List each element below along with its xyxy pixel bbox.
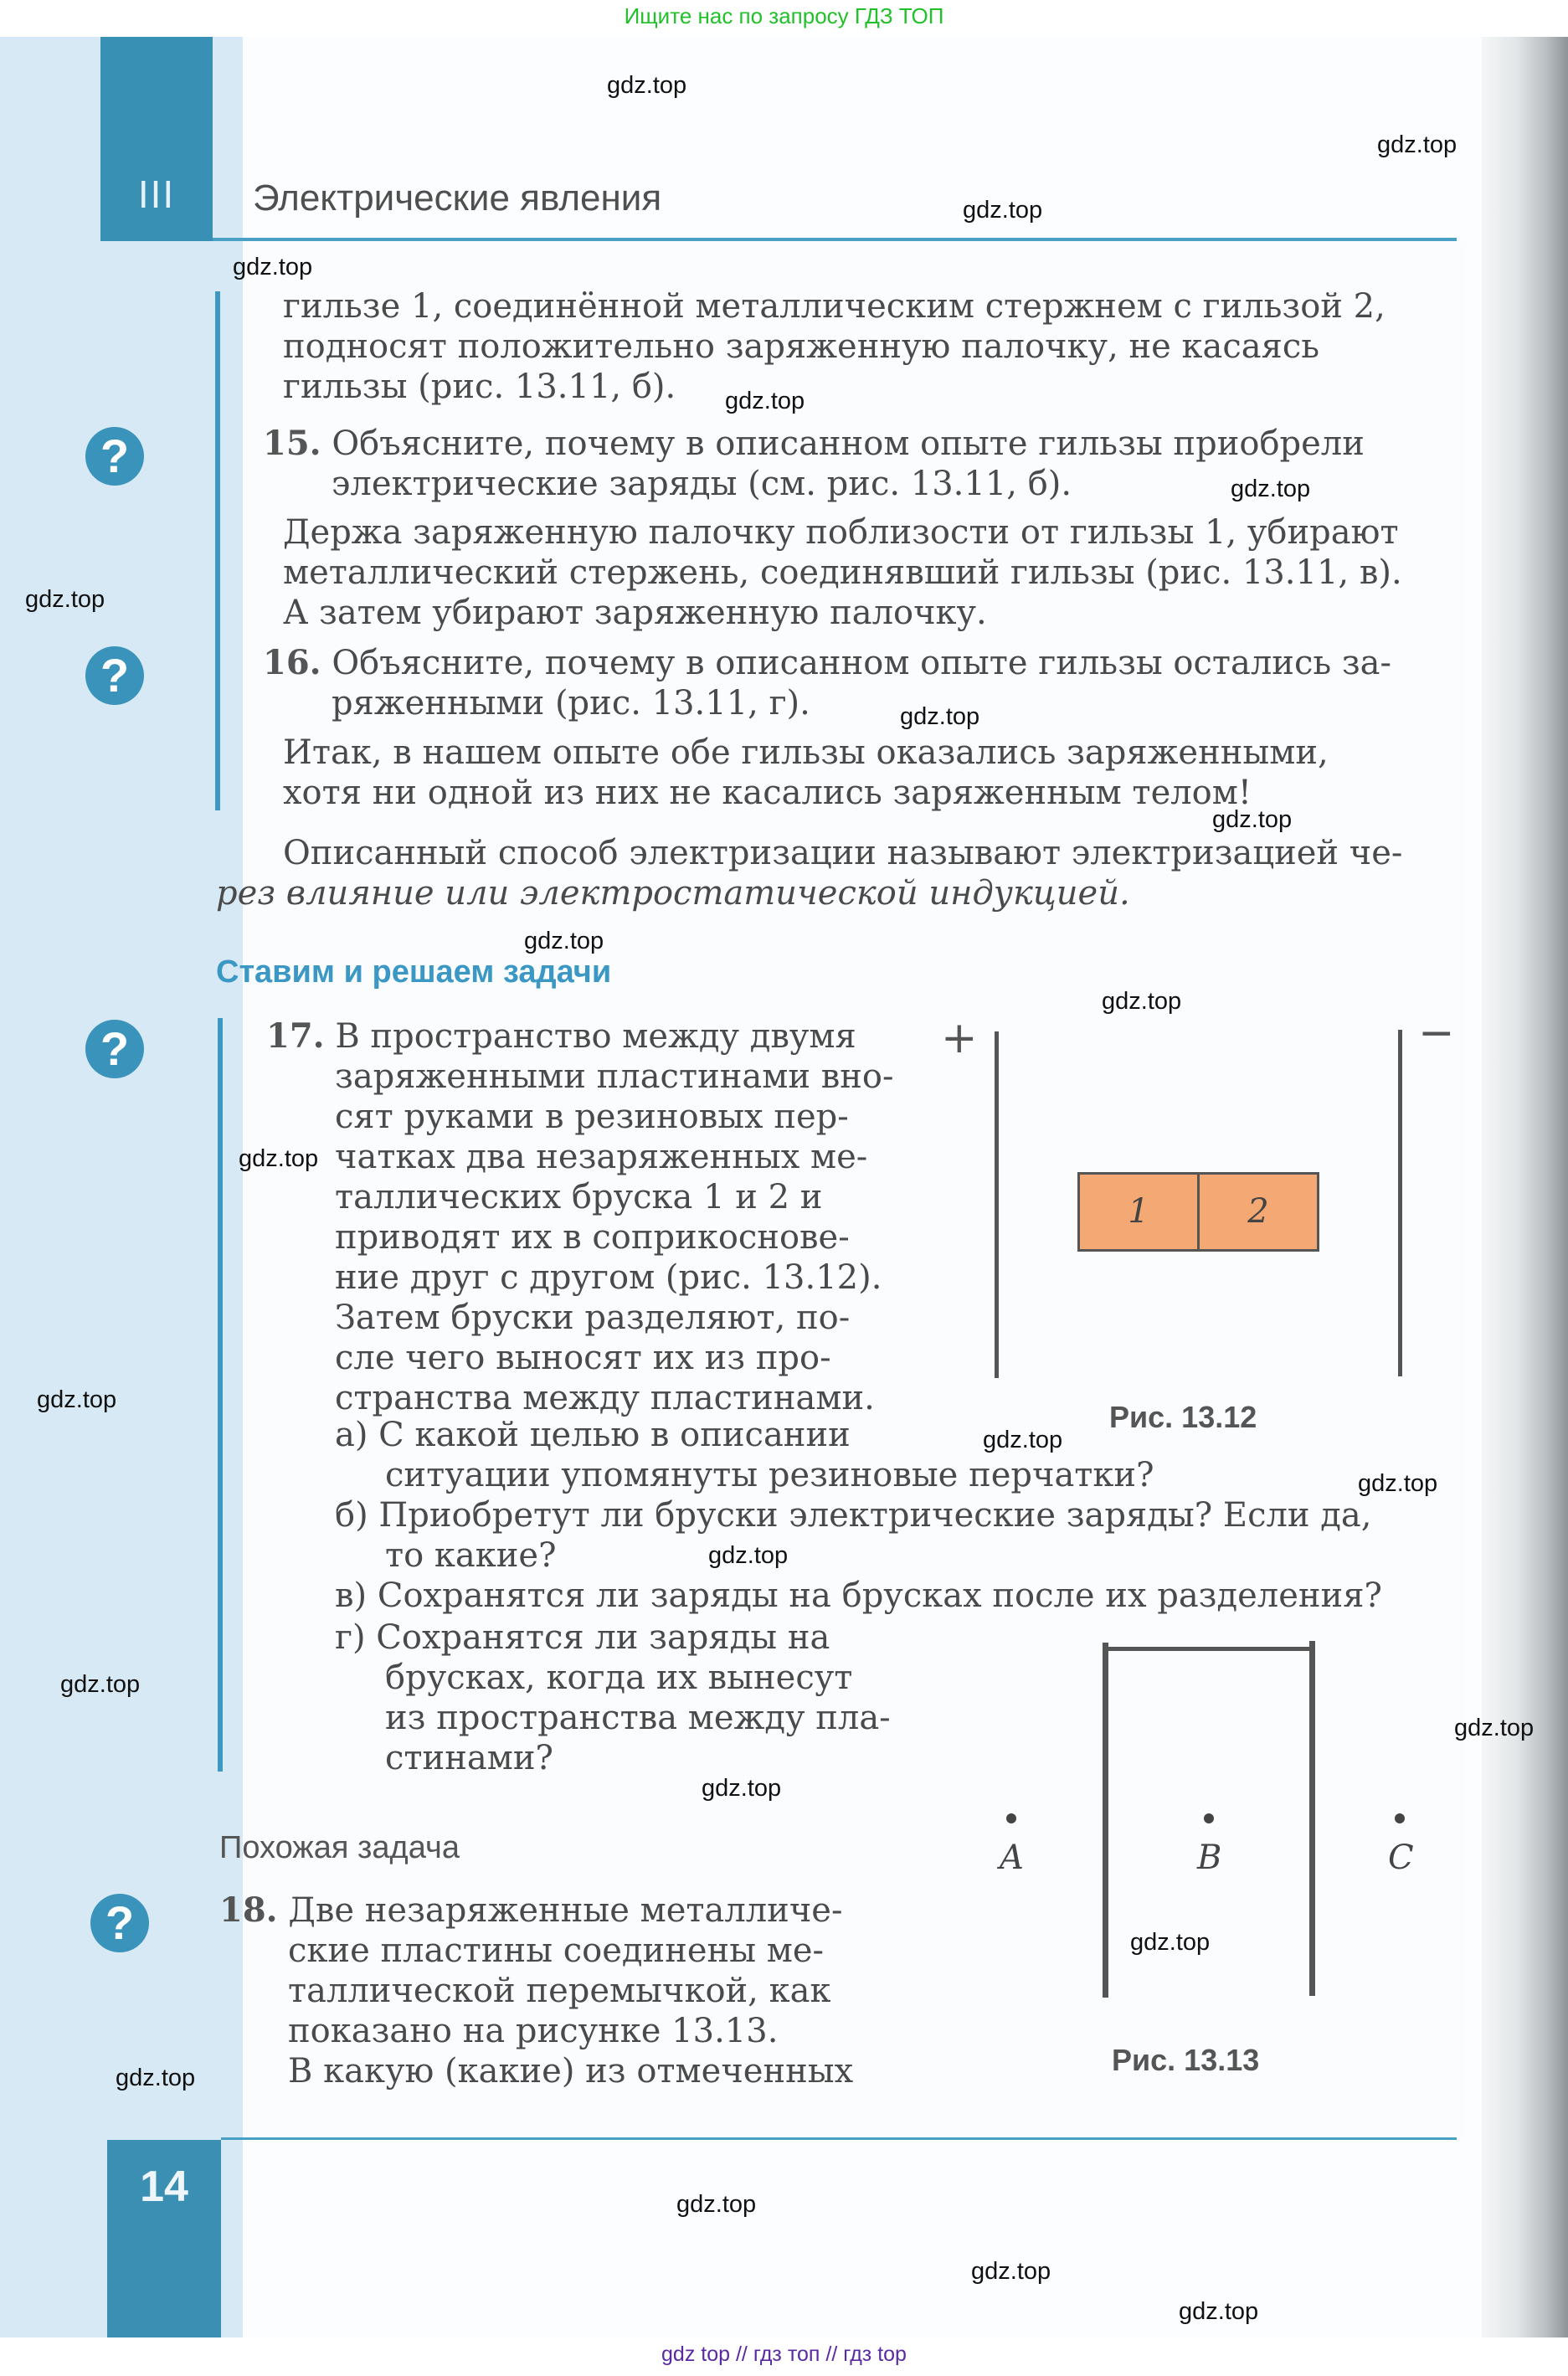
text-line: стинами? [385,1739,553,1777]
subquestion-b [335,1495,1457,1576]
block-accent-bar [218,1018,223,1772]
text-line: А затем убирают заряженную палочку. [283,594,987,632]
watermark: gdz.top [1231,476,1311,502]
block-accent-bar [215,291,220,810]
watermark: gdz.top [1212,806,1293,833]
watermark: gdz.top [971,2258,1051,2285]
text-line: таллических бруска 1 и 2 и [335,1178,823,1216]
text-line: приводят их в соприкоснове- [335,1218,850,1257]
question-16 [263,643,1455,723]
text-line: хотя ни одной из них не касались заряженным телом! [283,774,1252,812]
footer-rule [221,2137,1457,2140]
watermark: gdz.top [708,1542,789,1569]
point-b-label: B [1197,1839,1222,1877]
point-a-dot [1006,1813,1016,1823]
text-line: подносят положительно заряженную палочку, не касаясь [283,327,1320,366]
text-line: странства между пластинами. [335,1379,875,1417]
task-17 [266,1016,936,1418]
text-line: Приобретут ли бруски электрические заряды? Если да, [378,1496,1372,1535]
question-number: 15. [263,424,321,463]
watermark: gdz.top [233,254,313,280]
positive-plate [995,1031,999,1378]
paragraph-definition [216,833,1455,913]
text-line: ряженными (рис. 13.11, г). [332,684,810,723]
task-number: 17. [266,1016,325,1056]
figure-13-12 [938,1008,1457,1448]
bar-label: 1 [1128,1192,1149,1231]
watermark: gdz.top [239,1145,319,1172]
connecting-jumper [1105,1647,1313,1651]
watermark: gdz.top [1454,1715,1535,1741]
point-a-label: A [1000,1839,1024,1877]
book-spine-shadow [1482,37,1568,2337]
watermark: gdz.top [963,197,1043,224]
text-line: В пространство между двумя [335,1017,856,1056]
figure-caption: Рис. 13.13 [1112,2043,1260,2077]
plus-sign: + [941,1013,978,1063]
text-line: показано на рисунке 13.13. [288,2012,779,2050]
header-rule [213,238,1457,241]
paragraph [283,286,1455,407]
left-margin-band [0,37,243,2337]
text-line: гильзы (рис. 13.11, б). [283,368,676,406]
text-line: В какую (какие) из отмеченных [288,2052,854,2091]
text-line: из пространства между пла- [385,1699,891,1737]
text-line: Сохранятся ли заряды на брусках после их разделения? [377,1576,1382,1615]
text-line: металлический стержень, соединявший гильзы (рис. 13.11, в). [283,553,1402,592]
figure-13-13 [988,1633,1457,2101]
question-number: 16. [263,643,321,682]
watermark: gdz.top [1179,2298,1259,2325]
watermark: gdz.top [983,1427,1063,1453]
right-plate [1309,1641,1315,1996]
watermark: gdz.top [702,1775,782,1802]
text-line: заряженными пластинами вно- [335,1057,894,1096]
text-line: Описанный способ электризации называют электризацией че- [283,834,1403,872]
left-plate [1103,1643,1108,1998]
subquestion-label: б) [335,1496,368,1535]
minus-sign: − [1418,1008,1455,1058]
point-c-label: C [1388,1839,1414,1877]
text-line: брусках, когда их вынесут [385,1659,853,1697]
text-line: то какие? [385,1536,557,1575]
question-icon: ? [85,427,144,486]
similar-task-label: Похожая задача [219,1830,460,1865]
text-line: Две незаряженные металличе- [288,1891,843,1930]
bar-label: 2 [1247,1192,1269,1231]
page-number: 14 [140,2163,188,2211]
text-line: Сохранятся ли заряды на [376,1618,830,1657]
watermark: gdz.top [37,1386,117,1413]
text-line: Объясните, почему в описанном опыте гильзы приобрели [332,424,1365,463]
point-c-dot [1395,1813,1405,1823]
text-line: чатках два незаряженных ме- [335,1138,868,1176]
subquestion-label: г) [335,1618,366,1657]
watermark: gdz.top [676,2191,757,2218]
text-line: Итак, в нашем опыте обе гильзы оказались заряженными, [283,733,1329,772]
question-icon: ? [85,1020,144,1078]
metal-bar-2 [1197,1172,1319,1252]
subquestion-v [335,1576,1457,1616]
point-b-dot [1204,1813,1214,1823]
text-line: сле чего выносят их из про- [335,1339,831,1377]
text-line: электрические заряды (см. рис. 13.11, б). [332,465,1072,503]
text-line: таллической перемычкой, как [288,1972,831,2010]
text-line: сят руками в резиновых пер- [335,1098,849,1136]
watermark: gdz.top [607,72,687,99]
watermark: gdz.top [1102,988,1182,1015]
subquestion-label: а) [335,1416,368,1454]
subquestion-label: в) [335,1576,368,1615]
text-line: ситуации упомянуты резиновые перчатки? [385,1456,1154,1494]
watermark: gdz.top [900,703,980,730]
watermark: gdz.top [524,928,604,954]
watermark: gdz.top [116,2065,196,2091]
top-banner-text[interactable]: Ищите нас по запросу ГДЗ ТОП [624,3,944,28]
chapter-title: Электрические явления [253,177,662,219]
watermark: gdz.top [1130,1929,1211,1956]
subquestion-g [335,1617,921,1778]
metal-bar-1 [1077,1172,1200,1252]
question-icon: ? [85,646,144,705]
task-number: 18. [219,1890,278,1930]
watermark: gdz.top [725,388,805,414]
text-line: С какой целью в описании [378,1416,851,1454]
watermark: gdz.top [1377,131,1457,158]
text-line: Объясните, почему в описанном опыте гильзы остались за- [332,644,1392,682]
text-line: Затем бруски разделяют, по- [335,1299,851,1337]
paragraph [283,733,1455,813]
text-line: ские пластины соединены ме- [288,1931,825,1970]
text-line: ние друг с другом (рис. 13.12). [335,1258,882,1297]
bottom-banner-links[interactable]: gdz top // гдз топ // гдз top [661,2343,907,2366]
watermark: gdz.top [60,1671,141,1698]
watermark: gdz.top [25,586,105,613]
text-line: гильзе 1, соединённой металлическим стержнем с гильзой 2, [283,287,1385,326]
watermark: gdz.top [1358,1470,1438,1497]
text-line: рез влияние или электростатической индукцией. [216,874,1130,913]
paragraph [283,512,1455,633]
task-18 [219,1890,906,2091]
text-line: Держа заряженную палочку поблизости от гильзы 1, убирают [283,513,1399,552]
negative-plate [1398,1030,1402,1376]
figure-caption: Рис. 13.12 [1109,1400,1257,1434]
question-icon: ? [90,1894,149,1952]
chapter-number: III [137,172,176,216]
section-heading: Ставим и решаем задачи [216,954,612,990]
